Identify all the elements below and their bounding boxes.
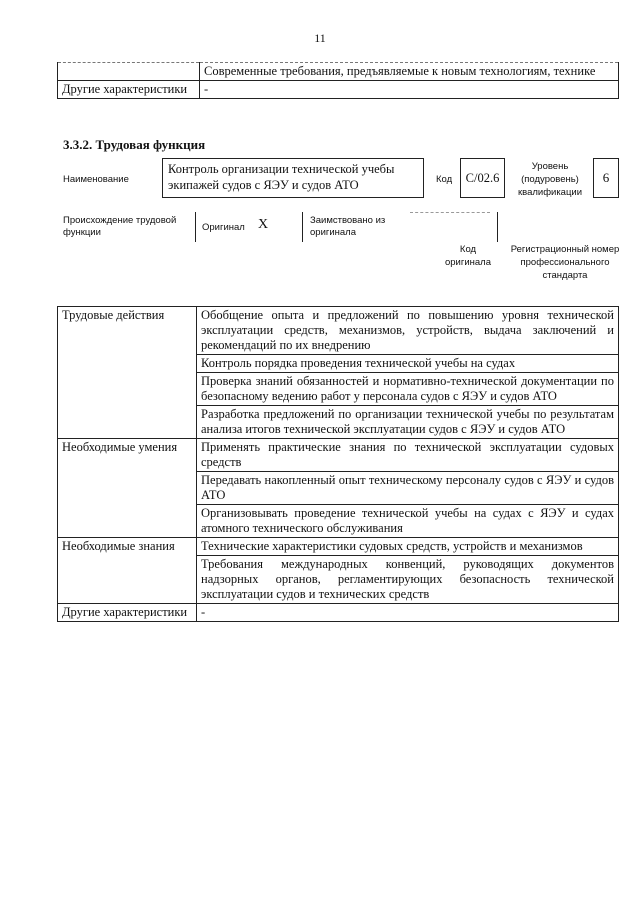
origin-code-label: Код оригинала [444, 244, 491, 268]
labor-actions-label: Трудовые действия [58, 307, 197, 439]
skills-label: Необходимые умения [58, 439, 197, 538]
code-value-box: С/02.6 [460, 158, 505, 198]
skill-item: Передавать накопленный опыт техническому персоналу судов с ЯЭУ и судов АТО [197, 472, 619, 505]
other-characteristics-value: - [197, 604, 619, 622]
labor-action-item: Обобщение опыта и предложений по повышению уровня технической эксплуатации средств, механизмов, устройств, выдача заключений и рекомендаций по их внедрению [197, 307, 619, 355]
top-table-empty-cell [58, 63, 200, 81]
origin-label: Происхождение трудовой функции [63, 215, 177, 238]
origin-code-dash [410, 212, 490, 213]
other-characteristics-label: Другие характеристики [58, 604, 197, 622]
original-x-mark: X [258, 217, 269, 232]
knowledge-item: Требования международных конвенций, руководящих документов надзорных органов, регламентирующих безопасность технической эксплуатации судов и технических средств [197, 556, 619, 604]
section-title: 3.3.2. Трудовая функция [63, 137, 206, 152]
original-label: Оригинал [202, 222, 245, 233]
skill-item: Организовывать проведение технической учебы на судах с ЯЭУ и судах атомного технического обслуживания [197, 505, 619, 538]
level-value-box: 6 [593, 158, 619, 198]
code-label: Код [436, 174, 453, 185]
origin-code-divider [497, 212, 498, 242]
top-table-other-value: - [200, 81, 619, 99]
top-characteristics-table [57, 62, 619, 99]
top-table-other-label: Другие характеристики [58, 81, 200, 99]
function-name-box: Контроль организации технической учебы экипажей судов с ЯЭУ и судов АТО [162, 158, 424, 198]
borrowed-label: Заимствовано из оригинала [310, 215, 386, 238]
page-number: 11 [314, 31, 326, 45]
skill-item: Применять практические знания по технической эксплуатации судовых средств [197, 439, 619, 472]
reg-number-label: Регистрационный номер профессионального стандарта [510, 244, 620, 281]
name-label: Наименование [63, 174, 129, 185]
labor-action-item: Контроль порядка проведения технической учебы на судах [197, 355, 619, 373]
level-label: Уровень (подуровень) квалификации [517, 161, 583, 198]
labor-function-table [57, 306, 619, 622]
labor-action-item: Проверка знаний обязанностей и нормативно-технической документации по безопасному ведению работ у персонала судов с ЯЭУ и судов АТО [197, 373, 619, 406]
knowledge-item: Технические характеристики судовых средств, устройств и механизмов [197, 538, 619, 556]
knowledge-label: Необходимые знания [58, 538, 197, 604]
top-table-requirements-cell: Современные требования, предъявляемые к новым технологиям, технике [200, 63, 619, 81]
labor-action-item: Разработка предложений по организации технической учебы по результатам анализа итогов технической эксплуатации судов с ЯЭУ и судов АТО [197, 406, 619, 439]
borrowed-divider [302, 212, 303, 242]
